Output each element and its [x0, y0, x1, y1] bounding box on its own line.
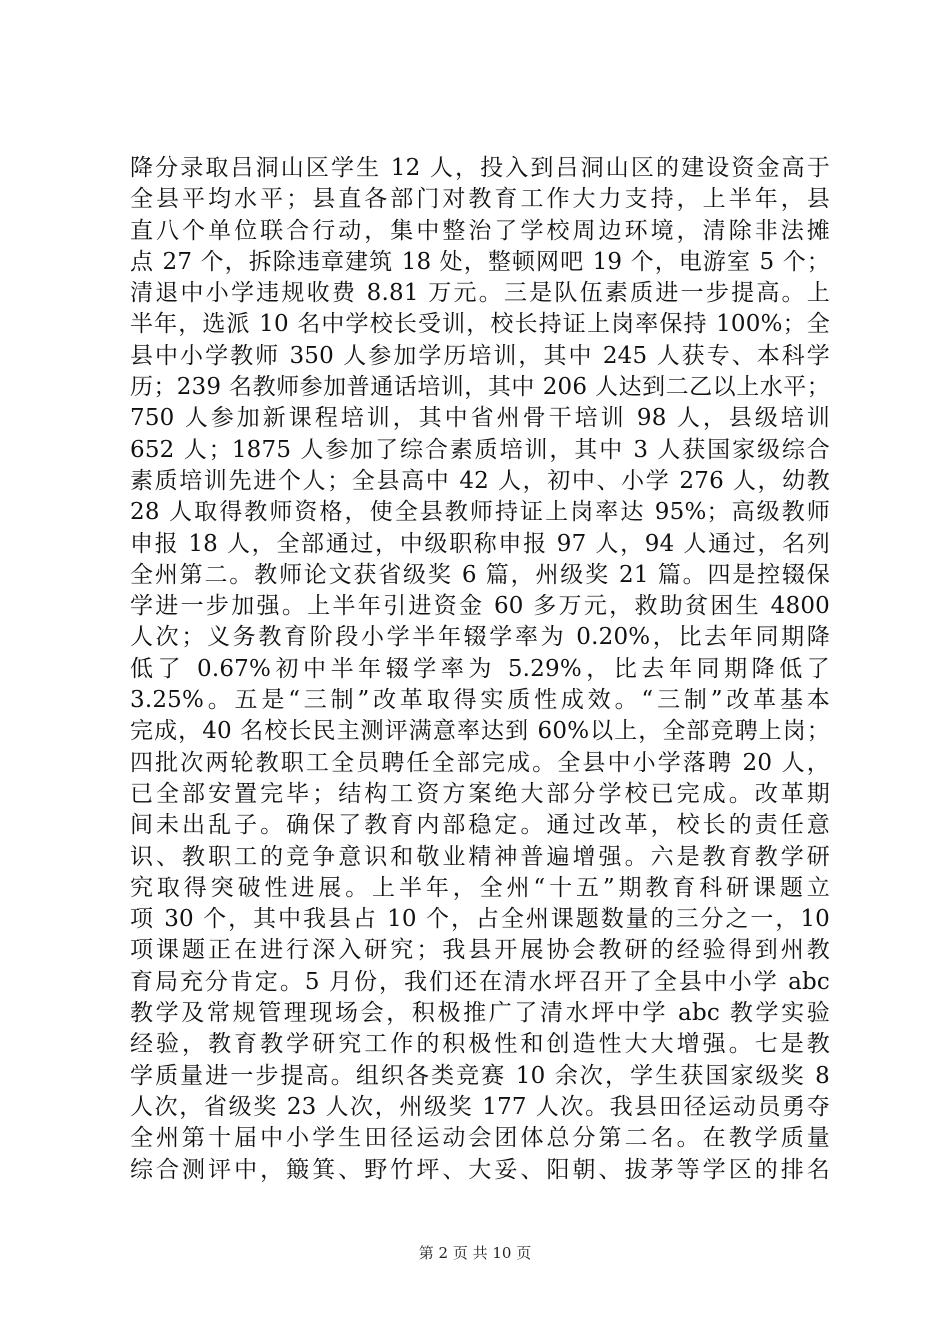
text-line: 间未出乱子。确保了教育内部稳定。通过改革，校长的责任意 — [130, 812, 830, 839]
text-line: 识、教职工的竞争意识和敬业精神普遍增强。六是教育教学研 — [130, 843, 830, 870]
text-line: 经验，教育教学研究工作的积极性和创造性大大增强。七是教 — [130, 1031, 830, 1058]
page-number-footer: 第 2 页 共 10 页 — [418, 1244, 532, 1262]
text-line: 28 人取得教师资格，使全县教师持证上岗率达 95%；高级教师 — [130, 499, 830, 526]
text-line: 3.25%。五是“三制”改革取得实质性成效。“三制”改革基本 — [130, 687, 830, 714]
text-line: 全州第二。教师论文获省级奖 6 篇，州级奖 21 篇。四是控辍保 — [130, 561, 830, 588]
text-line: 项课题正在进行深入研究；我县开展协会教研的经验得到州教 — [130, 937, 830, 964]
text-line: 点 27 个，拆除违章建筑 18 处，整顿网吧 19 个，电游室 5 个； — [130, 248, 830, 275]
text-line: 全州第十届中小学生田径运动会团体总分第二名。在教学质量 — [130, 1125, 830, 1152]
text-line: 究取得突破性进展。上半年，全州“十五”期教育科研课题立 — [130, 874, 830, 901]
text-line: 清退中小学违规收费 8.81 万元。三是队伍素质进一步提高。上 — [130, 280, 830, 307]
text-line: 学质量进一步提高。组织各类竞赛 10 余次，学生获国家级奖 8 — [130, 1062, 830, 1089]
text-line: 半年，选派 10 名中学校长受训，校长持证上岗率保持 100%；全 — [130, 311, 830, 338]
text-line: 项 30 个，其中我县占 10 个，占全州课题数量的三分之一，10 — [130, 906, 830, 933]
text-line: 652 人；1875 人参加了综合素质培训，其中 3 人获国家级综合 — [130, 436, 830, 463]
text-line: 降分录取吕洞山区学生 12 人，投入到吕洞山区的建设资金高于 — [130, 155, 830, 181]
text-line: 四批次两轮教职工全员聘任全部完成。全县中小学落聘 20 人， — [130, 749, 830, 776]
text-line: 申报 18 人，全部通过，中级职称申报 97 人，94 人通过，名列 — [130, 530, 830, 557]
text-line: 育局充分肯定。5 月份，我们还在清水坪召开了全县中小学 abc — [130, 968, 830, 995]
text-line: 人次，省级奖 23 人次，州级奖 177 人次。我县田径运动员勇夺 — [130, 1093, 830, 1120]
text-line: 综合测评中，簸箕、野竹坪、大妥、阳朝、拔茅等学区的排名 — [130, 1156, 830, 1183]
text-line: 全县平均水平；县直各部门对教育工作大力支持，上半年，县 — [130, 186, 830, 213]
text-line: 直八个单位联合行动，集中整治了学校周边环境，清除非法摊 — [130, 217, 830, 244]
text-line: 低了 0.67%初中半年辍学率为 5.29%，比去年同期降低了 — [130, 655, 830, 682]
text-line: 已全部安置完毕；结构工资方案绝大部分学校已完成。改革期 — [130, 780, 830, 807]
text-line: 教学及常规管理现场会，积极推广了清水坪中学 abc 教学实验 — [130, 1000, 830, 1027]
text-line: 学进一步加强。上半年引进资金 60 多万元，救助贫困生 4800 — [130, 593, 830, 620]
text-line: 素质培训先进个人；全县高中 42 人，初中、小学 276 人，幼教 — [130, 467, 830, 494]
text-line: 历；239 名教师参加普通话培训，其中 206 人达到二乙以上水平； — [130, 374, 830, 401]
text-line: 县中小学教师 350 人参加学历培训，其中 245 人获专、本科学 — [130, 342, 830, 369]
text-line: 人次；义务教育阶段小学半年辍学率为 0.20%，比去年同期降 — [130, 624, 830, 651]
document-body-text — [130, 153, 830, 1186]
text-line: 完成，40 名校长民主测评满意率达到 60%以上，全部竞聘上岗； — [130, 718, 830, 745]
text-line: 750 人参加新课程培训，其中省州骨干培训 98 人，县级培训 — [130, 405, 830, 432]
